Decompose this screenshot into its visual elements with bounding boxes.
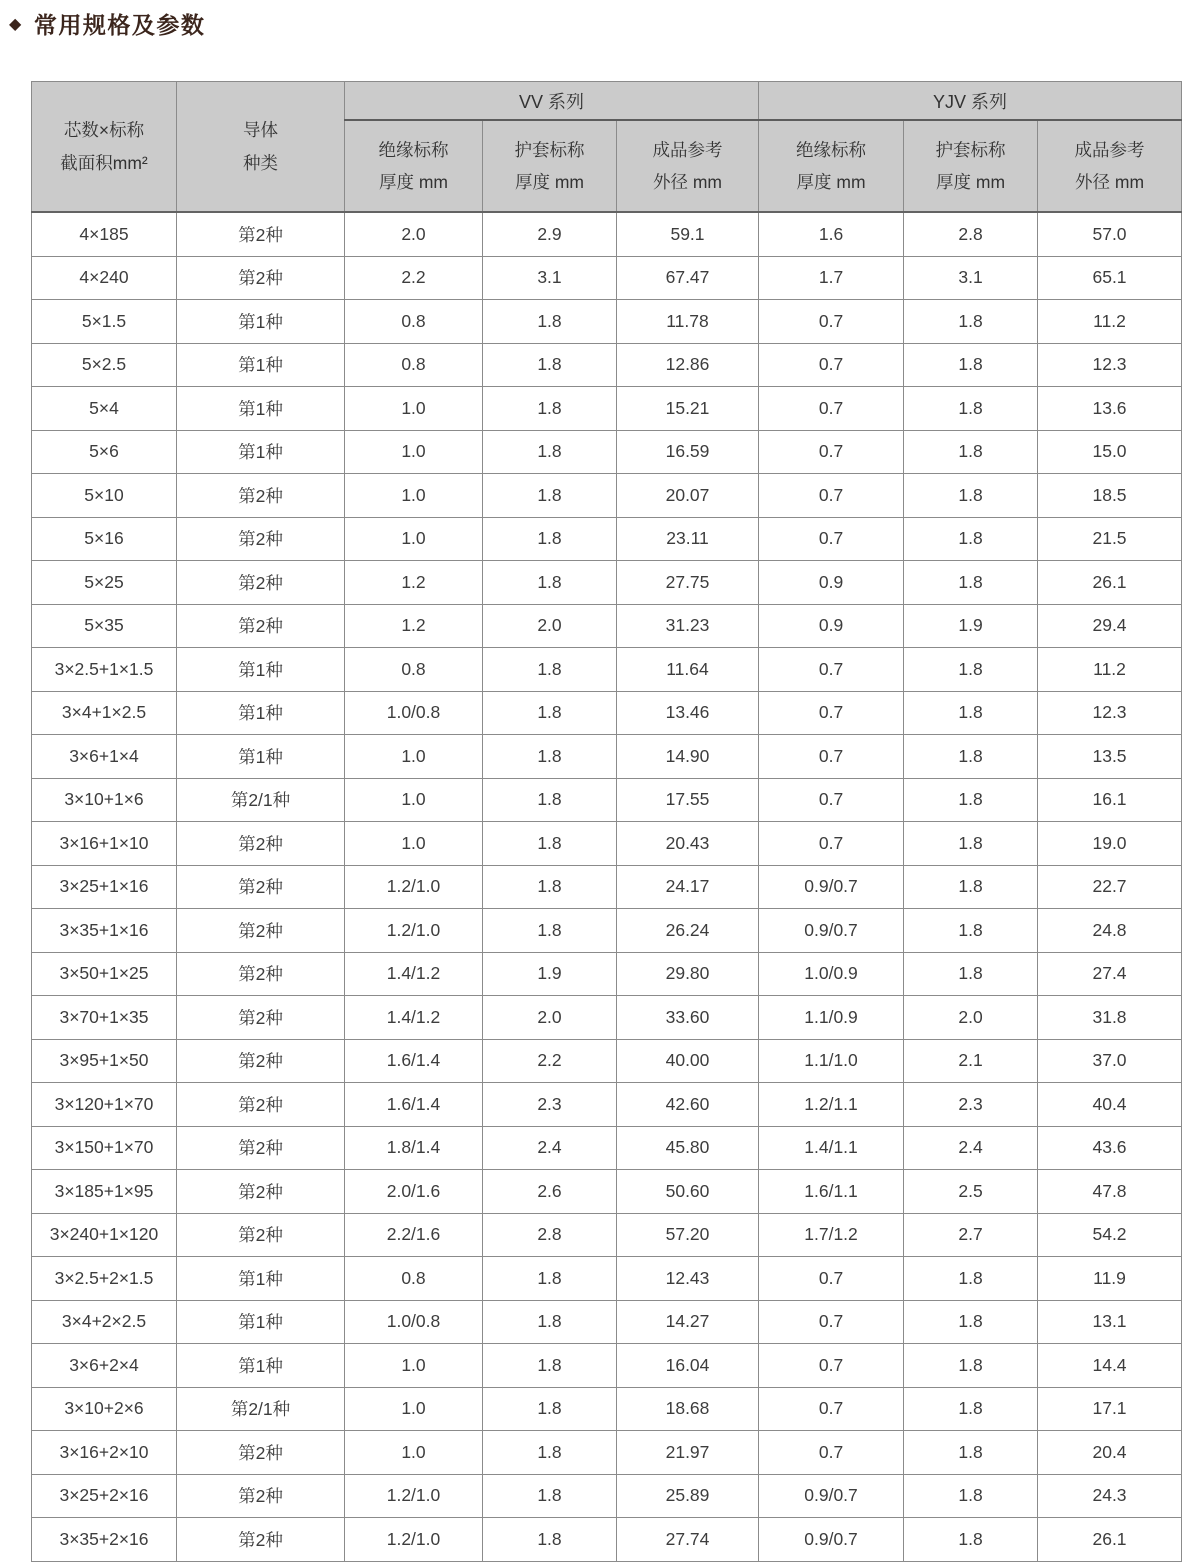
conductor-cell: 第1种 [177,343,345,387]
header-yjv-sheath: 护套标称 厚度 mm [904,120,1038,212]
yjv-od-cell: 22.7 [1038,865,1182,909]
spec-table-body [32,212,1182,1561]
vv-sheath-cell: 1.8 [483,1344,617,1388]
yjv-od-cell: 24.3 [1038,1474,1182,1518]
yjv-sheath-cell: 1.8 [904,300,1038,344]
table-row [32,1387,1182,1431]
yjv-sheath-cell: 1.8 [904,474,1038,518]
vv-insulation-cell: 1.0 [345,822,483,866]
vv-insulation-cell: 1.6/1.4 [345,1039,483,1083]
spec-cell: 3×4+2×2.5 [32,1300,177,1344]
yjv-od-cell: 26.1 [1038,1518,1182,1562]
conductor-cell: 第1种 [177,430,345,474]
vv-od-cell: 24.17 [617,865,759,909]
table-row [32,474,1182,518]
table-row [32,1431,1182,1475]
yjv-od-cell: 37.0 [1038,1039,1182,1083]
vv-sheath-cell: 1.8 [483,300,617,344]
yjv-od-cell: 31.8 [1038,996,1182,1040]
vv-sheath-cell: 1.8 [483,474,617,518]
yjv-insulation-cell: 0.7 [759,474,904,518]
vv-sheath-cell: 1.8 [483,1518,617,1562]
conductor-cell: 第2种 [177,909,345,953]
vv-sheath-cell: 1.8 [483,909,617,953]
vv-sheath-cell: 1.8 [483,1431,617,1475]
yjv-od-cell: 21.5 [1038,517,1182,561]
yjv-insulation-cell: 0.7 [759,822,904,866]
vv-od-cell: 11.64 [617,648,759,692]
vv-insulation-cell: 0.8 [345,300,483,344]
vv-sheath-cell: 1.8 [483,1387,617,1431]
table-row [32,604,1182,648]
yjv-sheath-cell: 1.9 [904,604,1038,648]
vv-insulation-cell: 1.0/0.8 [345,1300,483,1344]
vv-od-cell: 67.47 [617,256,759,300]
vv-sheath-cell: 2.0 [483,604,617,648]
yjv-sheath-cell: 1.8 [904,822,1038,866]
diamond-bullet-icon: ◆ [9,15,23,33]
vv-od-cell: 14.90 [617,735,759,779]
vv-od-cell: 50.60 [617,1170,759,1214]
yjv-insulation-cell: 0.9/0.7 [759,909,904,953]
spec-cell: 3×16+2×10 [32,1431,177,1475]
yjv-od-cell: 27.4 [1038,952,1182,996]
header-vv-od: 成品参考 外径 mm [617,120,759,212]
conductor-cell: 第2种 [177,952,345,996]
table-row [32,691,1182,735]
yjv-od-cell: 11.9 [1038,1257,1182,1301]
vv-insulation-cell: 1.2/1.0 [345,909,483,953]
vv-sheath-cell: 1.8 [483,430,617,474]
yjv-insulation-cell: 1.7 [759,256,904,300]
yjv-insulation-cell: 0.7 [759,300,904,344]
vv-od-cell: 26.24 [617,909,759,953]
spec-cell: 3×25+2×16 [32,1474,177,1518]
yjv-insulation-cell: 1.1/0.9 [759,996,904,1040]
spec-cell: 3×25+1×16 [32,865,177,909]
vv-sheath-cell: 1.8 [483,822,617,866]
page-title [9,7,205,40]
header-spec-line1: 芯数×标称 [63,120,145,141]
yjv-sheath-cell: 3.1 [904,256,1038,300]
conductor-cell: 第2种 [177,212,345,256]
vv-od-cell: 31.23 [617,604,759,648]
yjv-insulation-cell: 1.2/1.1 [759,1083,904,1127]
vv-insulation-cell: 1.0 [345,1431,483,1475]
header-conductor-line2: 种类 [243,152,278,173]
header-group-yjv: YJV 系列 [759,82,1182,121]
yjv-sheath-cell: 2.0 [904,996,1038,1040]
yjv-insulation-cell: 0.7 [759,1257,904,1301]
vv-sheath-cell: 1.8 [483,387,617,431]
yjv-insulation-cell: 0.9/0.7 [759,1518,904,1562]
vv-insulation-cell: 0.8 [345,648,483,692]
yjv-insulation-cell: 0.7 [759,648,904,692]
vv-sheath-cell: 1.8 [483,865,617,909]
vv-od-cell: 16.59 [617,430,759,474]
yjv-insulation-cell: 0.7 [759,735,904,779]
table-row [32,1344,1182,1388]
vv-insulation-cell: 1.0 [345,1344,483,1388]
yjv-od-cell: 20.4 [1038,1431,1182,1475]
yjv-insulation-cell: 1.6 [759,212,904,256]
vv-sheath-cell: 1.8 [483,1257,617,1301]
yjv-od-cell: 13.6 [1038,387,1182,431]
spec-cell: 5×2.5 [32,343,177,387]
conductor-cell: 第2种 [177,561,345,605]
header-yjv-od: 成品参考 外径 mm [1038,120,1182,212]
table-row [32,1257,1182,1301]
conductor-cell: 第2种 [177,865,345,909]
spec-table [31,81,1182,1562]
spec-cell: 5×10 [32,474,177,518]
yjv-od-cell: 54.2 [1038,1213,1182,1257]
vv-insulation-cell: 2.0/1.6 [345,1170,483,1214]
yjv-sheath-cell: 1.8 [904,1344,1038,1388]
table-row [32,648,1182,692]
vv-insulation-cell: 1.0/0.8 [345,691,483,735]
conductor-cell: 第1种 [177,1344,345,1388]
vv-insulation-cell: 2.2/1.6 [345,1213,483,1257]
vv-insulation-cell: 1.2 [345,604,483,648]
table-row [32,778,1182,822]
vv-od-cell: 57.20 [617,1213,759,1257]
conductor-cell: 第2种 [177,822,345,866]
yjv-sheath-cell: 2.1 [904,1039,1038,1083]
spec-cell: 3×6+1×4 [32,735,177,779]
header-spec-line2: 截面积mm² [60,152,148,173]
vv-insulation-cell: 1.0 [345,778,483,822]
yjv-od-cell: 13.1 [1038,1300,1182,1344]
conductor-cell: 第2种 [177,1474,345,1518]
header-group-vv: VV 系列 [345,82,759,121]
vv-od-cell: 29.80 [617,952,759,996]
table-row [32,343,1182,387]
spec-cell: 4×240 [32,256,177,300]
yjv-sheath-cell: 1.8 [904,1300,1038,1344]
yjv-sheath-cell: 1.8 [904,648,1038,692]
vv-od-cell: 20.07 [617,474,759,518]
yjv-insulation-cell: 0.7 [759,778,904,822]
yjv-od-cell: 14.4 [1038,1344,1182,1388]
yjv-od-cell: 17.1 [1038,1387,1182,1431]
spec-cell: 3×2.5+1×1.5 [32,648,177,692]
vv-od-cell: 16.04 [617,1344,759,1388]
vv-sheath-cell: 2.0 [483,996,617,1040]
vv-od-cell: 14.27 [617,1300,759,1344]
yjv-od-cell: 29.4 [1038,604,1182,648]
yjv-sheath-cell: 2.3 [904,1083,1038,1127]
vv-insulation-cell: 1.0 [345,387,483,431]
vv-od-cell: 12.86 [617,343,759,387]
yjv-insulation-cell: 0.9 [759,604,904,648]
conductor-cell: 第1种 [177,300,345,344]
yjv-insulation-cell: 0.7 [759,517,904,561]
table-row [32,1300,1182,1344]
vv-sheath-cell: 1.8 [483,343,617,387]
table-row [32,212,1182,256]
yjv-insulation-cell: 1.7/1.2 [759,1213,904,1257]
vv-od-cell: 23.11 [617,517,759,561]
vv-insulation-cell: 1.4/1.2 [345,996,483,1040]
conductor-cell: 第2种 [177,517,345,561]
yjv-sheath-cell: 1.8 [904,909,1038,953]
conductor-cell: 第1种 [177,1300,345,1344]
conductor-cell: 第2种 [177,474,345,518]
yjv-insulation-cell: 0.7 [759,1300,904,1344]
yjv-sheath-cell: 2.7 [904,1213,1038,1257]
spec-cell: 3×10+1×6 [32,778,177,822]
table-row [32,865,1182,909]
yjv-sheath-cell: 1.8 [904,691,1038,735]
vv-sheath-cell: 1.8 [483,1300,617,1344]
yjv-sheath-cell: 1.8 [904,1431,1038,1475]
spec-cell: 3×150+1×70 [32,1126,177,1170]
vv-insulation-cell: 1.4/1.2 [345,952,483,996]
yjv-od-cell: 16.1 [1038,778,1182,822]
yjv-insulation-cell: 0.7 [759,1431,904,1475]
spec-cell: 3×95+1×50 [32,1039,177,1083]
table-row [32,1474,1182,1518]
vv-od-cell: 21.97 [617,1431,759,1475]
vv-insulation-cell: 1.2 [345,561,483,605]
vv-od-cell: 20.43 [617,822,759,866]
conductor-cell: 第2种 [177,604,345,648]
spec-cell: 3×240+1×120 [32,1213,177,1257]
vv-sheath-cell: 1.8 [483,778,617,822]
yjv-insulation-cell: 0.7 [759,387,904,431]
vv-od-cell: 27.74 [617,1518,759,1562]
vv-od-cell: 15.21 [617,387,759,431]
yjv-insulation-cell: 0.7 [759,691,904,735]
yjv-sheath-cell: 2.4 [904,1126,1038,1170]
vv-sheath-cell: 1.9 [483,952,617,996]
vv-sheath-cell: 3.1 [483,256,617,300]
spec-cell: 3×4+1×2.5 [32,691,177,735]
vv-od-cell: 11.78 [617,300,759,344]
table-row [32,996,1182,1040]
yjv-od-cell: 11.2 [1038,300,1182,344]
vv-insulation-cell: 1.0 [345,430,483,474]
conductor-cell: 第2种 [177,1213,345,1257]
conductor-cell: 第2种 [177,1126,345,1170]
vv-insulation-cell: 1.6/1.4 [345,1083,483,1127]
vv-insulation-cell: 1.0 [345,474,483,518]
spec-cell: 4×185 [32,212,177,256]
conductor-cell: 第2种 [177,996,345,1040]
header-conductor-line1: 导体 [243,120,278,141]
table-row [32,909,1182,953]
spec-cell: 3×70+1×35 [32,996,177,1040]
conductor-cell: 第2/1种 [177,778,345,822]
yjv-insulation-cell: 1.6/1.1 [759,1170,904,1214]
yjv-sheath-cell: 1.8 [904,1257,1038,1301]
yjv-insulation-cell: 0.7 [759,343,904,387]
conductor-cell: 第1种 [177,735,345,779]
vv-insulation-cell: 1.2/1.0 [345,865,483,909]
table-row [32,517,1182,561]
yjv-od-cell: 18.5 [1038,474,1182,518]
vv-insulation-cell: 0.8 [345,343,483,387]
header-conductor-column [177,82,345,213]
conductor-cell: 第1种 [177,648,345,692]
conductor-cell: 第2种 [177,1170,345,1214]
conductor-cell: 第1种 [177,1257,345,1301]
page-title-text: 常用规格及参数 [33,12,206,38]
spec-cell: 3×50+1×25 [32,952,177,996]
table-row [32,1213,1182,1257]
vv-sheath-cell: 2.3 [483,1083,617,1127]
table-row [32,822,1182,866]
vv-insulation-cell: 1.0 [345,735,483,779]
yjv-od-cell: 57.0 [1038,212,1182,256]
yjv-sheath-cell: 1.8 [904,343,1038,387]
yjv-od-cell: 11.2 [1038,648,1182,692]
yjv-od-cell: 43.6 [1038,1126,1182,1170]
conductor-cell: 第2种 [177,256,345,300]
vv-od-cell: 12.43 [617,1257,759,1301]
vv-insulation-cell: 1.2/1.0 [345,1518,483,1562]
spec-cell: 5×6 [32,430,177,474]
yjv-od-cell: 13.5 [1038,735,1182,779]
header-vv-insulation: 绝缘标称 厚度 mm [345,120,483,212]
yjv-od-cell: 24.8 [1038,909,1182,953]
yjv-sheath-cell: 1.8 [904,865,1038,909]
vv-insulation-cell: 1.2/1.0 [345,1474,483,1518]
yjv-insulation-cell: 0.7 [759,1344,904,1388]
vv-od-cell: 45.80 [617,1126,759,1170]
yjv-insulation-cell: 0.7 [759,1387,904,1431]
yjv-sheath-cell: 1.8 [904,1387,1038,1431]
spec-cell: 3×2.5+2×1.5 [32,1257,177,1301]
vv-sheath-cell: 2.2 [483,1039,617,1083]
vv-od-cell: 33.60 [617,996,759,1040]
vv-sheath-cell: 1.8 [483,561,617,605]
yjv-od-cell: 65.1 [1038,256,1182,300]
vv-od-cell: 13.46 [617,691,759,735]
spec-cell: 3×10+2×6 [32,1387,177,1431]
table-row [32,735,1182,779]
yjv-od-cell: 47.8 [1038,1170,1182,1214]
table-row [32,300,1182,344]
conductor-cell: 第2种 [177,1518,345,1562]
vv-sheath-cell: 1.8 [483,735,617,779]
yjv-sheath-cell: 1.8 [904,952,1038,996]
header-yjv-insulation: 绝缘标称 厚度 mm [759,120,904,212]
vv-od-cell: 27.75 [617,561,759,605]
conductor-cell: 第1种 [177,691,345,735]
yjv-insulation-cell: 1.0/0.9 [759,952,904,996]
table-row [32,1039,1182,1083]
conductor-cell: 第2种 [177,1083,345,1127]
yjv-sheath-cell: 1.8 [904,1474,1038,1518]
spec-cell: 5×1.5 [32,300,177,344]
vv-sheath-cell: 2.9 [483,212,617,256]
spec-cell: 5×25 [32,561,177,605]
vv-insulation-cell: 0.8 [345,1257,483,1301]
spec-cell: 3×35+2×16 [32,1518,177,1562]
spec-cell: 3×16+1×10 [32,822,177,866]
spec-cell: 5×16 [32,517,177,561]
table-row [32,387,1182,431]
yjv-sheath-cell: 1.8 [904,778,1038,822]
yjv-od-cell: 40.4 [1038,1083,1182,1127]
conductor-cell: 第1种 [177,387,345,431]
vv-insulation-cell: 2.2 [345,256,483,300]
yjv-insulation-cell: 1.4/1.1 [759,1126,904,1170]
table-row [32,1170,1182,1214]
header-vv-sheath: 护套标称 厚度 mm [483,120,617,212]
table-row [32,1518,1182,1562]
vv-sheath-cell: 1.8 [483,1474,617,1518]
vv-sheath-cell: 1.8 [483,691,617,735]
vv-od-cell: 59.1 [617,212,759,256]
yjv-od-cell: 19.0 [1038,822,1182,866]
yjv-insulation-cell: 1.1/1.0 [759,1039,904,1083]
table-row [32,952,1182,996]
header-spec-column [32,82,177,213]
vv-insulation-cell: 1.0 [345,517,483,561]
spec-cell: 3×35+1×16 [32,909,177,953]
yjv-od-cell: 15.0 [1038,430,1182,474]
yjv-insulation-cell: 0.9/0.7 [759,865,904,909]
yjv-sheath-cell: 2.5 [904,1170,1038,1214]
yjv-sheath-cell: 1.8 [904,561,1038,605]
yjv-insulation-cell: 0.9/0.7 [759,1474,904,1518]
spec-cell: 5×35 [32,604,177,648]
vv-od-cell: 42.60 [617,1083,759,1127]
spec-cell: 3×6+2×4 [32,1344,177,1388]
vv-insulation-cell: 2.0 [345,212,483,256]
yjv-od-cell: 12.3 [1038,343,1182,387]
vv-sheath-cell: 1.8 [483,517,617,561]
vv-sheath-cell: 2.8 [483,1213,617,1257]
conductor-cell: 第2/1种 [177,1387,345,1431]
vv-od-cell: 17.55 [617,778,759,822]
table-row [32,561,1182,605]
vv-od-cell: 18.68 [617,1387,759,1431]
vv-sheath-cell: 1.8 [483,648,617,692]
spec-cell: 5×4 [32,387,177,431]
yjv-sheath-cell: 1.8 [904,430,1038,474]
yjv-sheath-cell: 1.8 [904,387,1038,431]
vv-od-cell: 25.89 [617,1474,759,1518]
conductor-cell: 第2种 [177,1039,345,1083]
vv-insulation-cell: 1.0 [345,1387,483,1431]
yjv-od-cell: 12.3 [1038,691,1182,735]
yjv-sheath-cell: 1.8 [904,517,1038,561]
yjv-sheath-cell: 1.8 [904,735,1038,779]
yjv-insulation-cell: 0.7 [759,430,904,474]
vv-sheath-cell: 2.4 [483,1126,617,1170]
spec-cell: 3×185+1×95 [32,1170,177,1214]
yjv-sheath-cell: 2.8 [904,212,1038,256]
vv-od-cell: 40.00 [617,1039,759,1083]
table-row [32,256,1182,300]
table-row [32,430,1182,474]
header-group-row [32,82,1182,121]
spec-cell: 3×120+1×70 [32,1083,177,1127]
table-row [32,1083,1182,1127]
yjv-insulation-cell: 0.9 [759,561,904,605]
vv-insulation-cell: 1.8/1.4 [345,1126,483,1170]
conductor-cell: 第2种 [177,1431,345,1475]
yjv-od-cell: 26.1 [1038,561,1182,605]
yjv-sheath-cell: 1.8 [904,1518,1038,1562]
table-row [32,1126,1182,1170]
vv-sheath-cell: 2.6 [483,1170,617,1214]
